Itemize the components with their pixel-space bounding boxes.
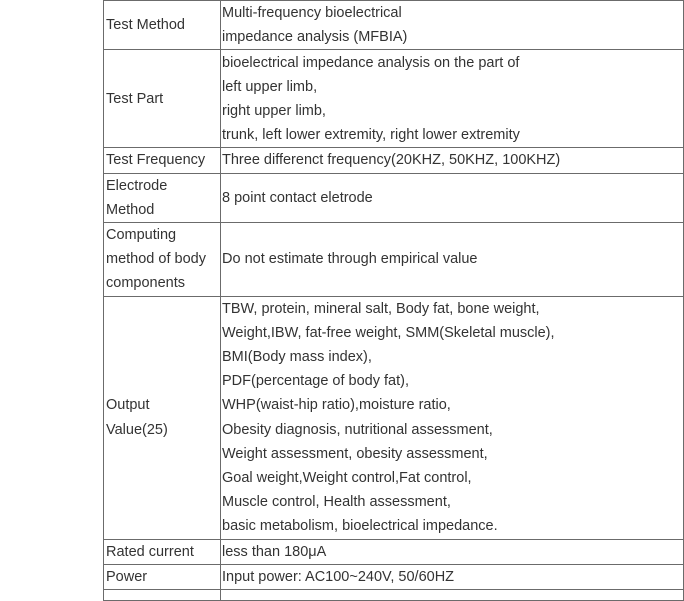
rated-current-label: Rated current <box>104 539 221 564</box>
truncated-cell-label <box>104 590 221 601</box>
row-computing-method <box>104 223 684 297</box>
power-value: Input power: AC100~240V, 50/60HZ <box>221 564 684 589</box>
electrode-method-value: 8 point contact eletrode <box>221 173 684 222</box>
test-frequency-value: Three differenct frequency(20KHZ, 50KHZ, 100KHZ) <box>221 148 684 173</box>
specification-table <box>103 0 684 601</box>
power-label: Power <box>104 564 221 589</box>
row-truncated <box>104 590 684 601</box>
row-test-method <box>104 1 684 50</box>
row-electrode-method <box>104 173 684 222</box>
row-output-value <box>104 296 684 539</box>
test-frequency-label: Test Frequency <box>104 148 221 173</box>
row-test-part <box>104 50 684 148</box>
row-rated-current <box>104 539 684 564</box>
electrode-method-label: Electrode Method <box>104 173 221 222</box>
test-part-value: bioelectrical impedance analysis on the part of left upper limb, right upper limb, trunk, left lower extremity, right lower extremity <box>221 50 684 148</box>
truncated-cell-value <box>221 590 684 601</box>
row-test-frequency <box>104 148 684 173</box>
test-method-value: Multi-frequency bioelectrical impedance analysis (MFBIA) <box>221 1 684 50</box>
test-part-label: Test Part <box>104 50 221 148</box>
computing-method-label: Computing method of body components <box>104 223 221 297</box>
computing-method-value: Do not estimate through empirical value <box>221 223 684 297</box>
output-value-label: Output Value(25) <box>104 296 221 539</box>
rated-current-value: less than 180μA <box>221 539 684 564</box>
test-method-label: Test Method <box>104 1 221 50</box>
output-value-list: TBW, protein, mineral salt, Body fat, bone weight, Weight,IBW, fat-free weight, SMM(Skeletal muscle), BMI(Body mass index), PDF(percentage of body fat), WHP(waist-hip ratio),moisture ratio, Obesity diagnosis, nutritional assessment, Weight assessment, obesity assessment, Goal weight,Weight control,Fat control, Muscle control, Health assessment, basic metabolism, bioelectrical impedance. <box>221 296 684 539</box>
